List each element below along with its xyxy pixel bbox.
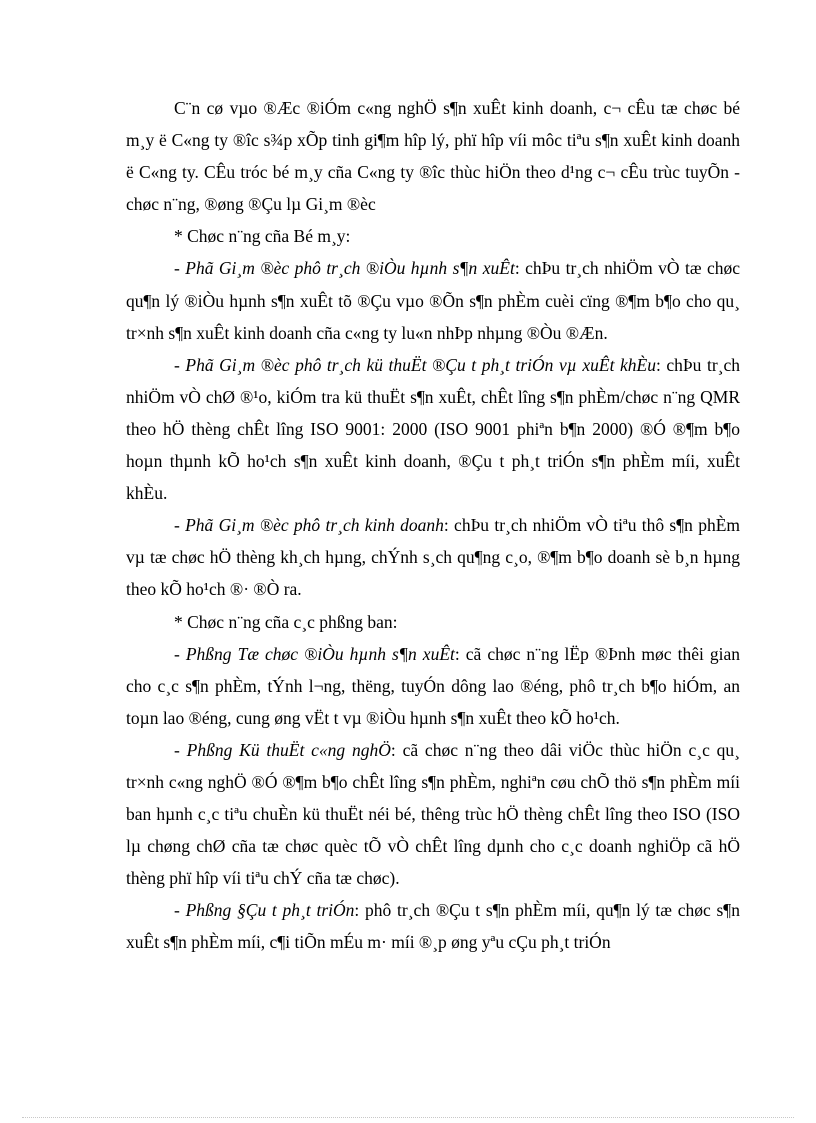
- document-body: [126, 92, 740, 959]
- paragraph-lead: - Phã Gi¸m ®èc phô tr¸ch kinh doanh: [174, 515, 444, 536]
- paragraph-production-dept: [126, 638, 740, 734]
- paragraph-text: : cã chøc n¨ng theo dâi viÖc thùc hiÖn c¸c qu¸ tr×nh c«ng nghÖ ®Ó ®¶m b¶o chÊt lîng s¶n phÈm, nghiªn cøu chÕ thö s¶n phÈm míi ban hµnh c¸c tiªu chuÈn kü thuËt néi bé, thêng trùc hÖ thèng chÊt lîng theo ISO (ISO lµ chøng chØ cña tæ chøc quèc tÕ vÒ chÊt lîng dµnh cho c¸c doanh nghiÖp cã hÖ thèng phï hîp víi tiªu chÝ cña tæ chøc).: [126, 739, 740, 889]
- paragraph-text: * Chøc n¨ng cña Bé m¸y:: [174, 226, 351, 247]
- paragraph-text: : cã chøc n¨ng lËp ®Þnh møc thêi gian cho c¸c s¶n phÈm, tÝnh l¬ng, thëng, tuyÓn dông lao ®éng, phô tr¸ch b¶o hiÓm, an toµn lao ®éng, cung øng vËt t vµ ®iÒu hµnh s¶n xuÊt theo kÕ ho¹ch.: [126, 643, 740, 728]
- paragraph-lead: - Phßng Kü thuËt c«ng nghÖ: [174, 739, 391, 760]
- paragraph-technology-dept: [126, 734, 740, 894]
- paragraph-lead: - Phßng §Çu t ph¸t triÓn: [174, 900, 355, 921]
- paragraph-text: : chÞu tr¸ch nhiÖm vÒ tæ chøc qu¶n lý ®iÒu hµnh s¶n xuÊt tõ ®Çu vµo ®Õn s¶n phÈm cuèi cïng ®¶m b¶o cho qu¸ tr×nh s¶n xuÊt kinh doanh cña c«ng ty lu«n nhÞp nhµng ®Òu ®Æn.: [126, 258, 740, 343]
- paragraph-text: : phô tr¸ch ®Çu t s¶n phÈm míi, qu¶n lý tæ chøc s¶n xuÊt s¶n phÈm míi, c¶i tiÕn mÉu m· míi ®¸p øng yªu cÇu ph¸t triÓn: [126, 900, 740, 953]
- paragraph-investment-dept: [126, 894, 740, 958]
- paragraph-text: * Chøc n¨ng cña c¸c phßng ban:: [174, 611, 398, 632]
- section-heading-board-functions: [126, 220, 740, 252]
- paragraph-lead: - Phã Gi¸m ®èc phô tr¸ch kü thuËt ®Çu t ph¸t triÓn vµ xuÊt khÈu: [174, 354, 656, 375]
- paragraph-text: : chÞu tr¸ch nhiÖm vÒ tiªu thô s¶n phÈm vµ tæ chøc hÖ thèng kh¸ch hµng, chÝnh s¸ch qu¶ng c¸o, ®¶m b¶o doanh sè b¸n hµng theo kÕ ho¹ch ®· ®Ò ra.: [126, 515, 740, 600]
- paragraph-lead: - Phã Gi¸m ®èc phô tr¸ch ®iÒu hµnh s¶n xuÊt: [174, 258, 515, 279]
- paragraph-deputy-business: [126, 509, 740, 605]
- paragraph-text: C¨n cø vµo ®Æc ®iÓm c«ng nghÖ s¶n xuÊt kinh doanh, c¬ cÊu tæ chøc bé m¸y ë C«ng ty ®îc s¾p xÕp tinh gi¶m hîp lý, phï hîp víi môc tiªu s¶n xuÊt kinh doanh ë C«ng ty. CÊu tróc bé m¸y cña C«ng ty ®îc thùc hiÖn theo d¹ng c¬ cÊu trùc tuyÕn - chøc n¨ng, ®øng ®Çu lµ Gi¸m ®èc: [126, 98, 740, 215]
- paragraph-intro: [126, 92, 740, 220]
- paragraph-lead: - Phßng Tæ chøc ®iÒu hµnh s¶n xuÊt: [174, 643, 455, 664]
- section-heading-department-functions: [126, 606, 740, 638]
- paragraph-deputy-technical: [126, 349, 740, 509]
- page-bottom-rule: [22, 1117, 794, 1118]
- paragraph-text: : chÞu tr¸ch nhiÖm vÒ chØ ®¹o, kiÓm tra kü thuËt s¶n xuÊt, chÊt lîng s¶n phÈm/chøc n¨ng QMR theo hÖ thèng chÊt lîng ISO 9001: 2000 (ISO 9001 phiªn b¶n 2000) ®Ó ®¶m b¶o hoµn thµnh kÕ ho¹ch s¶n xuÊt kinh doanh, ®Çu t ph¸t triÓn s¶n phÈm míi, xuÊt khÈu.: [126, 354, 740, 504]
- paragraph-deputy-production: [126, 252, 740, 348]
